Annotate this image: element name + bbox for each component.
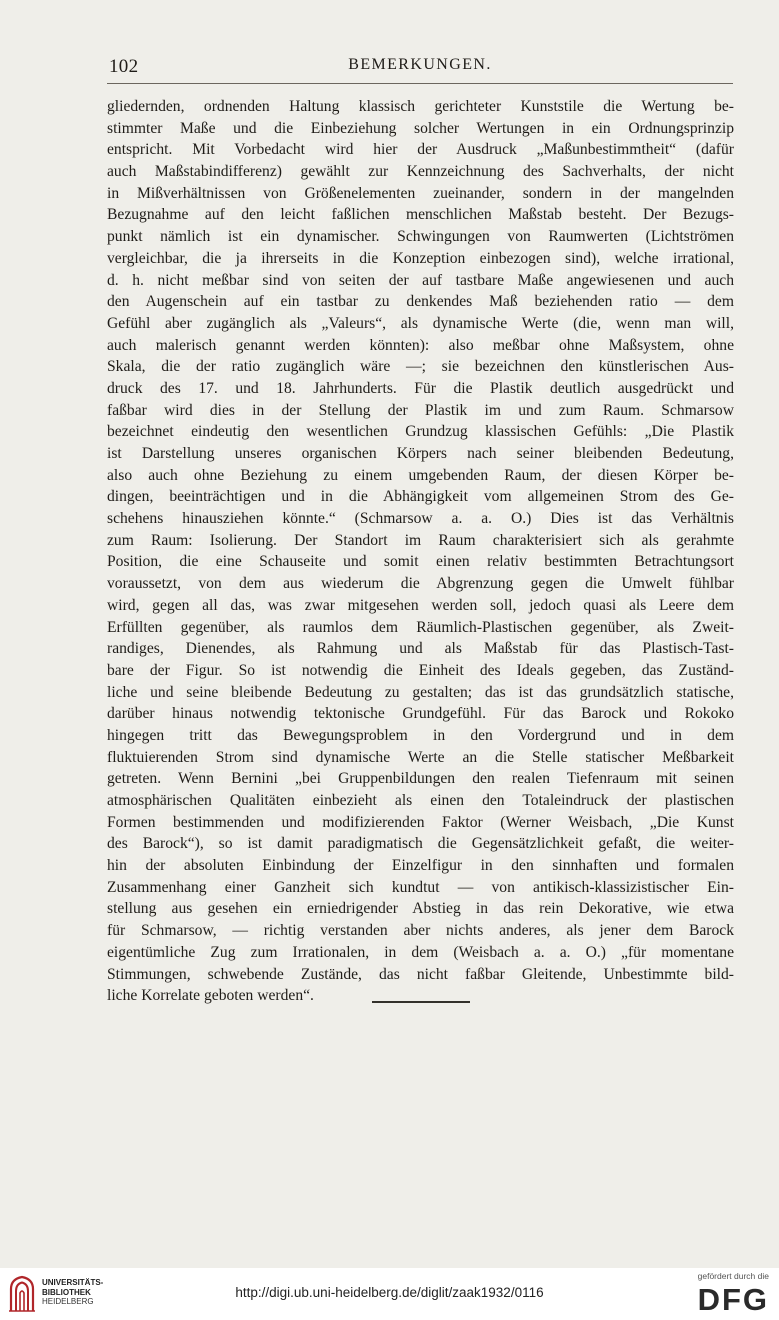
page-number: 102	[109, 56, 139, 77]
library-name-line: BIBLIOTHEK	[42, 1287, 91, 1297]
text-line: ist Darstellung unseres organischen Körpers nach seiner bleibenden Bedeutung,	[107, 445, 734, 462]
header-rule	[107, 83, 733, 84]
text-line: auch Maßstabindifferenz) gewählt zur Kennzeichnung des Sachverhalts, der nicht	[107, 163, 734, 181]
text-line: voraussetzt, von dem aus wiederum die Abgrenzung gegen die Umwelt fühlbar	[107, 575, 734, 593]
text-line: schehens hinausziehen könnte.“ (Schmarsow a. a. O.) Dies ist das Verhältnis	[107, 510, 734, 528]
text-line: auch malerisch genannt werden könnten): also meßbar ohne Maßsystem, ohne	[107, 336, 734, 354]
library-name-line: HEIDELBERG	[42, 1297, 94, 1306]
text-line: eigentümliche Zug zum Irrationalen, in dem (Weisbach a. a. O.) „für momentane	[107, 943, 734, 961]
text-line: punkt nämlich ist ein dynamischer. Schwingungen von Raumwerten (Lichtströmen	[107, 228, 734, 246]
text-line: vergleichbar, die ja ihrerseits in die Konzeption einbezogen sind), welche irrational,	[107, 249, 734, 267]
text-line: druck des 17. und 18. Jahrhunderts. Für die Plastik deutlich ausgedrückt und	[107, 379, 734, 397]
text-line: Gefühl aber zugänglich als „Valeurs“, als dynamische Werte (die, wenn man will,	[107, 314, 734, 332]
text-line: für Schmarsow, — richtig verstanden aber nichts anderes, als jener dem Barock	[107, 922, 734, 940]
text-line: getreten. Wenn Bernini „bei Gruppenbildungen den realen Tiefenraum mit seinen	[107, 770, 734, 788]
section-end-rule	[372, 1001, 470, 1003]
text-line: hin der absoluten Einbindung der Einzelfigur in den sinnhaften und formalen	[107, 857, 734, 875]
text-line: bezeichnet eindeutig den wesentlichen Grundzug klassischen Gefühls: „Die Plastik	[107, 423, 734, 441]
text-line: darüber hinaus notwendig tektonische Grundgefühl. Für das Barock und Rokoko	[107, 705, 734, 723]
page-header	[107, 56, 733, 84]
text-line: des Barock“), so ist damit paradigmatisch die Gegensätzlichkeit gefaßt, die weiter-	[107, 835, 734, 853]
text-line: Formen bestimmenden und modifizierenden Faktor (Werner Weisbach, „Die Kunst	[107, 813, 734, 831]
text-line: hingegen tritt das Bewegungsproblem in den Vordergrund und in dem	[107, 726, 734, 744]
text-line: randiges, Dienendes, als Rahmung und als Maßstab für das Plastisch-Tast-	[107, 640, 734, 658]
text-line: stellung aus gesehen ein erniedrigender Abstieg in das rein Dekorative, wie etwa	[107, 900, 734, 918]
text-line: stimmter Maße und die Einbeziehung solcher Wertungen in ein Ordnungsprinzip	[107, 119, 734, 137]
text-line: Erfüllten gegenüber, als raumlos dem Räumlich-Plastischen gegenüber, als Zweit-	[107, 618, 734, 636]
text-line: faßbar wird dies in der Stellung der Plastik im und zum Raum. Schmarsow	[107, 401, 734, 419]
text-line: Zusammenhang einer Ganzheit sich kundtut — von antikisch-klassizistischer Ein-	[107, 878, 734, 896]
text-line: d. h. nicht meßbar sind von seiten der auf tastbare Maße angewiesenen und auch	[107, 271, 734, 289]
body-text	[107, 96, 734, 1007]
text-line: Stimmungen, schwebende Zustände, das nicht faßbar Gleitende, Unbestimmte bild-	[107, 965, 734, 983]
text-line: bare der Figur. So ist notwendig die Einheit des Ideals gegeben, das Zuständ-	[107, 661, 734, 679]
text-line: den Augenschein auf ein tastbar zu denkendes Maß beziehenden ratio — dem	[107, 293, 734, 311]
text-line: fluktuierenden Strom sind dynamische Werte an die Stelle statischer Meßbarkeit	[107, 748, 734, 766]
funder-note: gefördert durch die	[697, 1271, 769, 1281]
text-line: Skala, die der ratio zugänglich wäre —; sie bezeichnen den künstlerischen Aus-	[107, 358, 734, 376]
text-line: atmosphärischen Qualitäten einbezieht als einen den Totaleindruck der plastischen	[107, 792, 734, 809]
text-line: dingen, beeinträchtigen und in die Abhängigkeit vom allgemeinen Strom des Ge-	[107, 488, 734, 506]
footer-bar	[0, 1268, 779, 1320]
text-line: in Mißverhältnissen von Größenelementen zueinander, sondern in der mangelnden	[107, 184, 734, 202]
text-line: Bezugnahme auf den leicht faßlichen menschlichen Maßstab besteht. Der Bezugs-	[107, 206, 734, 224]
text-line: liche Korrelate geboten werden“.	[107, 987, 314, 1005]
text-line: zum Raum: Isolierung. Der Standort im Raum charakterisiert sich als gerahmte	[107, 531, 734, 549]
text-line: also auch ohne Beziehung zu einem umgebenden Raum, der diesen Körper be-	[107, 466, 734, 484]
text-line: gliedernden, ordnenden Haltung klassisch gerichteter Kunststile die Wertung be-	[107, 98, 734, 115]
text-line: entspricht. Mit Vorbedacht wird hier der Ausdruck „Maßunbestimmtheit“ (dafür	[107, 141, 734, 159]
text-line: liche und seine bleibende Bedeutung zu gestalten; das ist das grundsätzlich statische,	[107, 683, 734, 701]
library-name-line: UNIVERSITÄTS-	[42, 1278, 104, 1287]
permalink-url[interactable]: http://digi.ub.uni-heidelberg.de/diglit/zaak1932/0116	[235, 1285, 544, 1300]
text-line: wird, gegen all das, was zwar mitgesehen werden soll, jedoch quasi als Leere dem	[107, 596, 734, 614]
running-title: BEMERKUNGEN.	[348, 56, 492, 73]
funder-logo: DFG	[697, 1282, 769, 1317]
text-line: Position, die eine Schauseite und somit einen relativ bestimmten Betrachtungsort	[107, 553, 734, 571]
